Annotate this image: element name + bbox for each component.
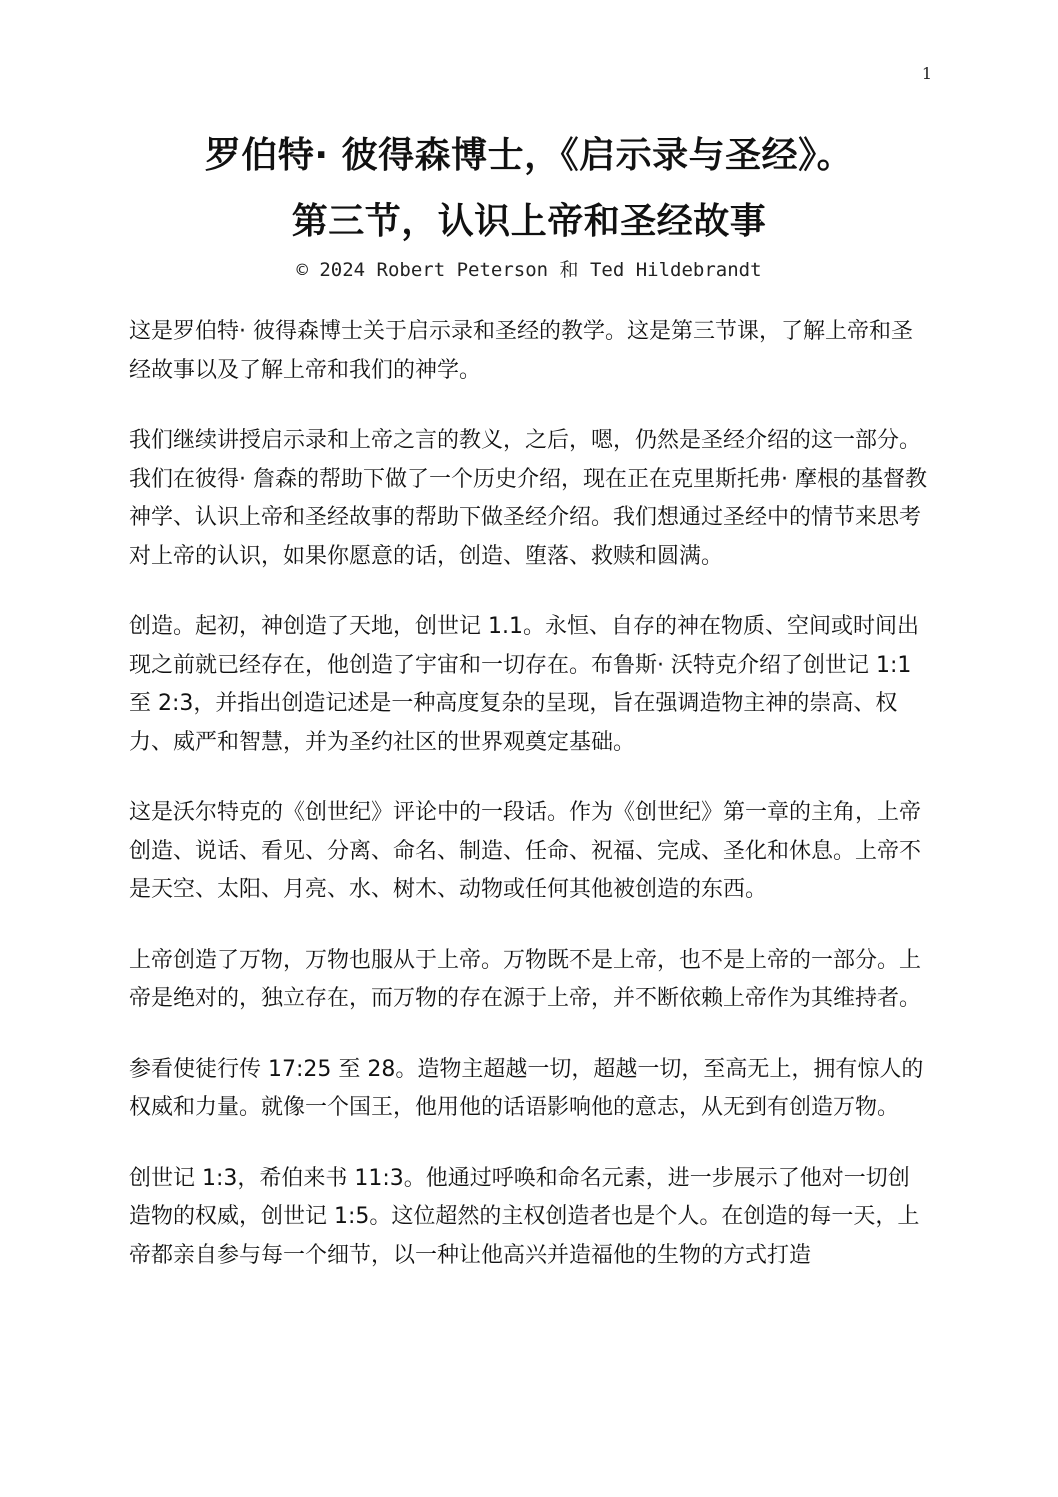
page-subtitle: 第三节，认识上帝和圣经故事 <box>291 201 767 242</box>
paragraph-5: 上帝创造了万物，万物也服从于上帝。万物既不是上帝，也不是上帝的一部分。上帝是绝对的，独立存在，而万物的存在源于上帝，并不断依赖上帝作为其维持者。 <box>129 947 922 1011</box>
copyright-notice: © 2024 Robert Peterson 和 Ted Hildebrandt <box>296 259 762 281</box>
paragraph-4: 这是沃尔特克的《创世纪》评论中的一段话。作为《创世纪》第一章的主角，上帝创造、说话、看见、分离、命名、制造、任命、祝福、完成、圣化和休息。上帝不是天空、太阳、月亮、水、树木、动物或任何其他被创造的东西。 <box>129 800 922 902</box>
paragraph-2: 我们继续讲授启示录和上帝之言的教义，之后，嗯，仍然是圣经介绍的这一部分。我们在彼得· 詹森的帮助下做了一个历史介绍，现在正在克里斯托弗· 摩根的基督教神学、认识上帝和圣经故事的帮助下做圣经介绍。我们想通过圣经中的情节来思考对上帝的认识，如果你愿意的话，创造、堕落、救赎和圆满。 <box>129 428 927 569</box>
title-block <box>0 136 1058 282</box>
paragraph-3: 创造。起初，神创造了天地，创世记 1.1。永恒、自存的神在物质、空间或时间出现之前就已经存在，他创造了宇宙和一切存在。布鲁斯· 沃特克介绍了创世记 1:1 至 2:3，并指出创造记述是一种高度复杂的呈现，旨在强调造物主神的崇高、权力、威严和智慧，并为圣约社区的世界观奠定基础。 <box>129 614 919 755</box>
page-number: 1 <box>921 64 932 83</box>
body-text <box>129 313 929 1307</box>
paragraph-7: 创世记 1:3，希伯来书 11:3。他通过呼唤和命名元素，进一步展示了他对一切创造物的权威，创世记 1:5。这位超然的主权创造者也是个人。在创造的每一天，上帝都亲自参与每一个细节，以一种让他高兴并造福他的生物的方式打造 <box>129 1165 920 1268</box>
page-title: 罗伯特· 彼得森博士，《启示录与圣经》。 <box>204 135 854 176</box>
paragraph-6: 参看使徒行传 17:25 至 28。造物主超越一切，超越一切，至高无上，拥有惊人的权威和力量。就像一个国王，他用他的话语影响他的意志，从无到有创造万物。 <box>129 1056 924 1120</box>
paragraph-1: 这是罗伯特· 彼得森博士关于启示录和圣经的教学。这是第三节课，了解上帝和圣经故事以及了解上帝和我们的神学。 <box>129 319 913 383</box>
